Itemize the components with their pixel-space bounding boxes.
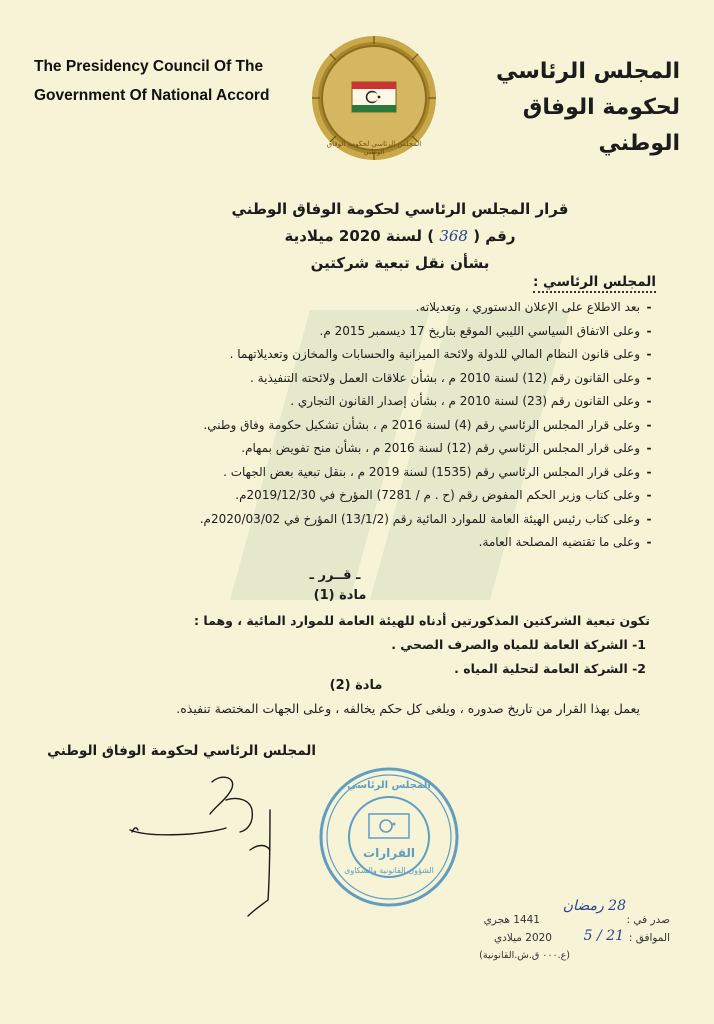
- signoff-title: المجلس الرئاسي لحكومة الوفاق الوطني: [47, 743, 316, 759]
- title-line2-suffix: ) لسنة 2020 ميلادية: [284, 227, 435, 245]
- preamble-item: -وعلى قرار المجلس الرئاسي رقم (4) لسنة 2016 م ، بشأن تشكيل حكومة وفاق وطني.: [203, 417, 652, 432]
- seal-top-text: المجلس الرئاسي لحكومة الوفاق الوطني: [326, 140, 422, 156]
- header-org-english: [34, 52, 324, 110]
- title-line2: [150, 223, 650, 250]
- article-1-list-item: 2- الشركة العامة لتحلية المياه .: [454, 661, 646, 676]
- preamble-item-text: وعلى القانون رقم (12) لسنة 2010 م ، بشأن علاقات العمل ولائحته التنفيذية .: [250, 370, 640, 385]
- article-1-list-item: 1- الشركة العامة للمياه والصرف الصحي .: [391, 637, 646, 652]
- preamble-item: -وعلى كتاب رئيس الهيئة العامة للموارد المائية رقم (13/1/2) المؤرخ في 2020/03/02م.: [199, 511, 652, 526]
- org-ar-line2: لحكومة الوفاق الوطني: [522, 95, 680, 156]
- preamble-heading: المجلس الرئاسي :: [533, 274, 656, 293]
- title-line2-prefix: رقم (: [473, 227, 516, 245]
- preamble-list: [58, 296, 658, 555]
- preamble-item-text: بعد الاطلاع على الإعلان الدستوري ، وتعديلاته.: [415, 300, 640, 314]
- issue-date-block: [440, 898, 670, 968]
- stamp-ring-text: المجلس الرئاسي: [347, 780, 431, 791]
- hijri-day-month: [563, 898, 626, 914]
- org-en-line2: Government Of National Accord: [34, 87, 270, 104]
- preamble-item-text: وعلى كتاب وزير الحكم المفوض رقم (ح . م / 7281) المؤرخ في 2019/12/30م.: [235, 488, 640, 502]
- preamble-item: -وعلى القانون رقم (23) لسنة 2010 م ، بشأن إصدار القانون التجاري .: [290, 394, 652, 408]
- header-org-arabic: [440, 54, 680, 162]
- article-1-text: تكون تبعية الشركتين المذكورتين أدناه للهيئة العامة للموارد المائية ، وهما :: [194, 613, 650, 628]
- hijri-day: 28: [608, 898, 626, 914]
- issued-label: صدر في :: [626, 914, 670, 926]
- article-1-body: [70, 609, 650, 681]
- preamble-item: -وعلى قانون النظام المالي للدولة ولائحة الميزانية والحسابات والمخازن وتعديلاتهما .: [229, 347, 652, 361]
- decision-number: 368: [439, 227, 468, 245]
- title-line1: قرار المجلس الرئاسي لحكومة الوفاق الوطني: [231, 200, 569, 218]
- handwritten-signature: [120, 770, 320, 920]
- decision-title: [150, 196, 650, 277]
- preamble-item: -وعلى قرار المجلس الرئاسي رقم (1535) لسنة 2019 م ، بنقل تبعية بعض الجهات .: [223, 464, 652, 479]
- hijri-month: رمضان: [562, 898, 604, 914]
- preamble-item-text: وعلى قرار المجلس الرئاسي رقم (1535) لسنة 2019 م ، بنقل تبعية بعض الجهات .: [223, 464, 640, 479]
- org-en-line1: The Presidency Council Of The: [34, 58, 264, 75]
- preamble-item: -وعلى الاتفاق السياسي الليبي الموقع بتاريخ 17 ديسمبر 2015 م.: [319, 323, 652, 338]
- stamp-bottom-text: الشؤون القانونية والشكاوى: [344, 866, 434, 875]
- footer-code: (ع.٠٠٠ ق.ش.القانونية): [479, 950, 570, 961]
- gregorian-year: 2020 ميلادي: [493, 932, 552, 944]
- preamble-item-text: وعلى ما تقتضيه المصلحة العامة.: [478, 535, 640, 549]
- decision-label: ـ قــرر ـ: [309, 568, 361, 583]
- preamble-item: -وعلى كتاب وزير الحكم المفوض رقم (ح . م / 7281) المؤرخ في 2019/12/30م.: [235, 488, 652, 502]
- preamble-item-text: وعلى القانون رقم (23) لسنة 2010 م ، بشأن إصدار القانون التجاري .: [290, 394, 640, 408]
- preamble-item: -وعلى القانون رقم (12) لسنة 2010 م ، بشأن علاقات العمل ولائحته التنفيذية .: [250, 370, 652, 385]
- preamble-item-text: وعلى قرار المجلس الرئاسي رقم (12) لسنة 2016 م ، بشأن منح تفويض بمهام.: [241, 441, 640, 455]
- article-1-label: مادة (1): [313, 588, 367, 603]
- preamble-item-text: وعلى قرار المجلس الرئاسي رقم (4) لسنة 2016 م ، بشأن تشكيل حكومة وفاق وطني.: [203, 417, 640, 432]
- preamble-item: -بعد الاطلاع على الإعلان الدستوري ، وتعديلاته.: [415, 300, 652, 314]
- article-2-label: مادة (2): [329, 678, 383, 693]
- preamble-item-text: وعلى كتاب رئيس الهيئة العامة للموارد المائية رقم (13/1/2) المؤرخ في 2020/03/02م.: [199, 511, 640, 526]
- gregorian-day-month: 21 / 5: [583, 928, 624, 944]
- preamble-item-text: وعلى قانون النظام المالي للدولة ولائحة الميزانية والحسابات والمخازن وتعديلاتهما .: [229, 347, 640, 361]
- preamble-item: -وعلى قرار المجلس الرئاسي رقم (12) لسنة 2016 م ، بشأن منح تفويض بمهام.: [241, 441, 652, 455]
- equiv-label: الموافق :: [628, 932, 670, 944]
- stamp-center-text: القرارات: [363, 846, 415, 860]
- org-ar-line1: المجلس الرئاسي: [495, 59, 680, 84]
- article-2-text: يعمل بهذا القرار من تاريخ صدوره ، ويلغى كل حكم يخالفه ، وعلى الجهات المختصة تنفيذه.: [176, 701, 640, 716]
- title-line3: بشأن نقل تبعية شركتين: [310, 254, 490, 272]
- preamble-item: -وعلى ما تقتضيه المصلحة العامة.: [478, 535, 652, 549]
- preamble-item-text: وعلى الاتفاق السياسي الليبي الموقع بتاريخ 17 ديسمبر 2015 م.: [319, 323, 640, 338]
- hijri-year: 1441 هجري: [483, 914, 540, 926]
